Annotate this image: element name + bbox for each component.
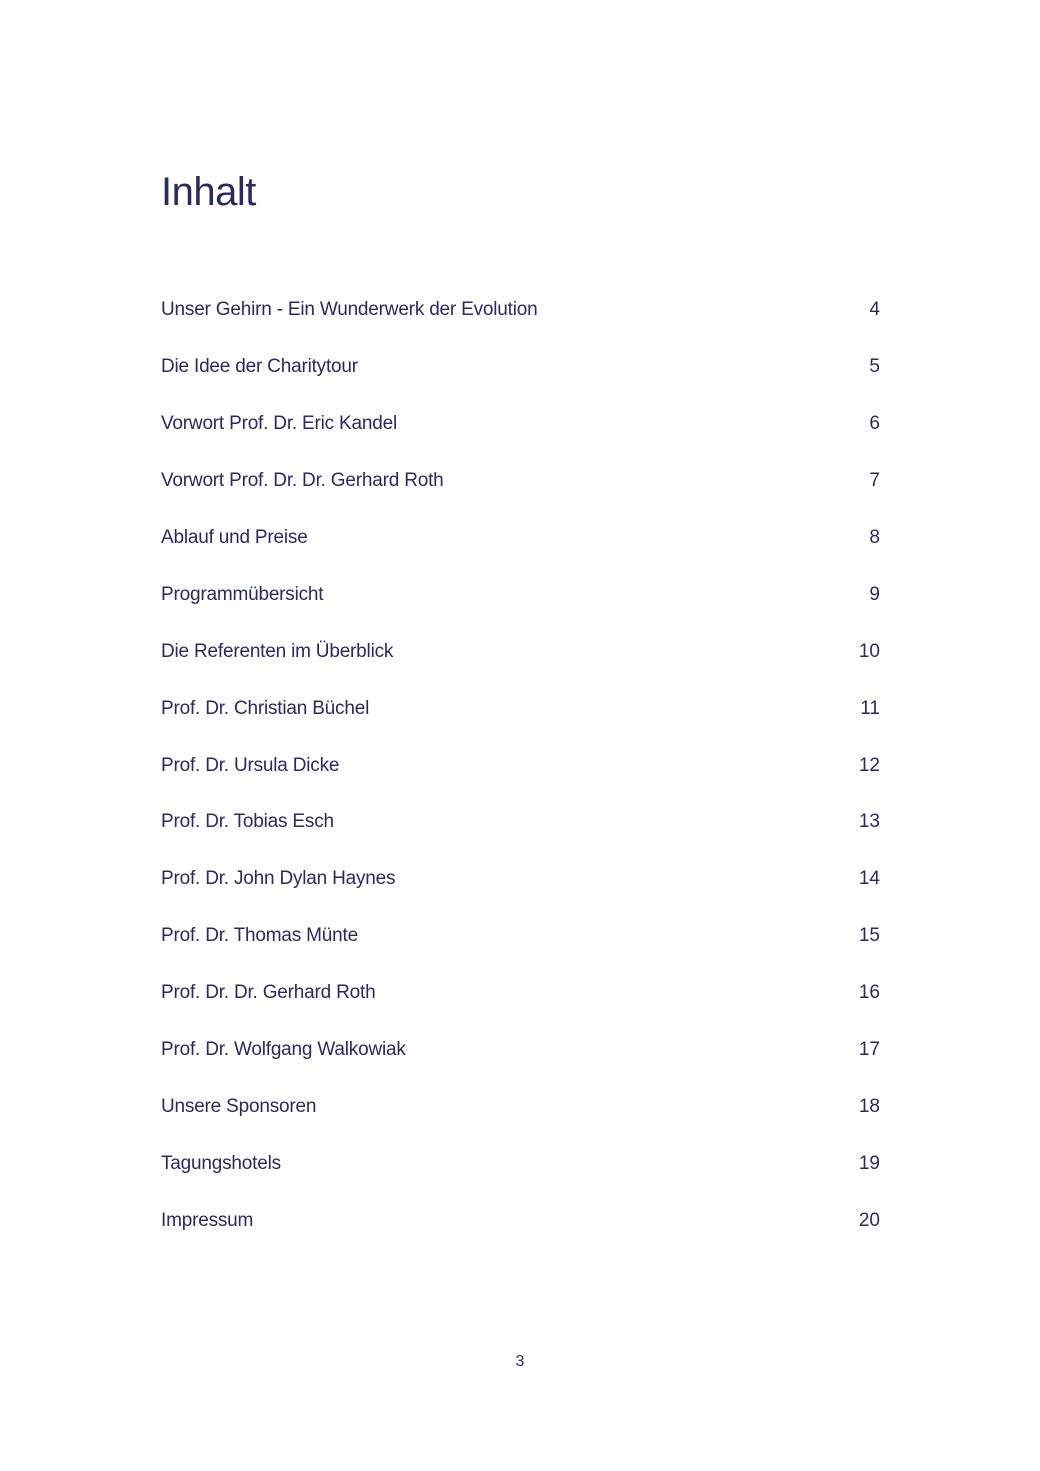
toc-entry[interactable] xyxy=(161,396,880,453)
toc-entry-label: Prof. Dr. Wolfgang Walkowiak xyxy=(161,1039,406,1061)
toc-entry-label: Prof. Dr. John Dylan Haynes xyxy=(161,868,396,890)
toc-entry-label: Die Idee der Charitytour xyxy=(161,356,358,378)
toc-entry-page: 14 xyxy=(858,868,880,890)
toc-entry[interactable] xyxy=(161,737,880,794)
toc-entry-page: 19 xyxy=(858,1152,880,1174)
toc-entry-label: Prof. Dr. Ursula Dicke xyxy=(161,754,340,776)
toc-entry-label: Prof. Dr. Dr. Gerhard Roth xyxy=(161,982,376,1004)
toc-entry[interactable] xyxy=(161,282,880,339)
toc-entry[interactable] xyxy=(161,623,880,680)
toc-entry[interactable] xyxy=(161,680,880,737)
toc-entry-label: Tagungshotels xyxy=(161,1152,281,1174)
toc-entry-page: 4 xyxy=(869,299,880,321)
toc-entry-label: Vorwort Prof. Dr. Eric Kandel xyxy=(161,413,398,435)
toc-entry-page: 5 xyxy=(869,356,880,378)
toc-entry[interactable] xyxy=(161,339,880,396)
toc-entry-label: Prof. Dr. Tobias Esch xyxy=(161,811,334,833)
toc-entry[interactable] xyxy=(161,908,880,965)
toc-entry-label: Die Referenten im Überblick xyxy=(161,640,394,662)
toc-entry-label: Unsere Sponsoren xyxy=(161,1095,317,1117)
toc-entry-label: Prof. Dr. Christian Büchel xyxy=(161,697,370,719)
toc-entry[interactable] xyxy=(161,851,880,908)
toc-entry-page: 12 xyxy=(858,754,880,776)
page-number: 3 xyxy=(515,1353,525,1370)
toc-entry-page: 20 xyxy=(858,1209,880,1231)
toc-entry-label: Impressum xyxy=(161,1209,254,1231)
toc-entry-page: 7 xyxy=(869,470,880,492)
toc-entry-label: Ablauf und Preise xyxy=(161,527,308,548)
toc-entry-page: 13 xyxy=(858,811,880,833)
page-title: Inhalt xyxy=(161,170,256,214)
toc-entry[interactable] xyxy=(161,1022,880,1079)
toc-entry[interactable] xyxy=(161,510,880,567)
toc-entry-label: Vorwort Prof. Dr. Dr. Gerhard Roth xyxy=(161,470,444,492)
toc-entry-page: 10 xyxy=(858,640,880,662)
toc-entry-page: 16 xyxy=(858,982,880,1004)
toc-entry-page: 15 xyxy=(858,925,880,947)
toc-entry[interactable] xyxy=(161,1192,880,1249)
toc-entry[interactable] xyxy=(161,1135,880,1192)
toc-entry-label: Programmübersicht xyxy=(161,583,324,605)
toc-entry-label: Prof. Dr. Thomas Münte xyxy=(161,925,358,947)
toc-entry-page: 17 xyxy=(858,1039,880,1061)
toc-entry-page: 6 xyxy=(869,413,880,435)
toc-entry[interactable] xyxy=(161,566,880,623)
toc-entry[interactable] xyxy=(161,794,880,851)
toc-entry-page: 18 xyxy=(858,1095,880,1117)
table-of-contents xyxy=(161,282,880,1249)
toc-entry[interactable] xyxy=(161,453,880,510)
toc-entry-page: 8 xyxy=(869,527,880,548)
toc-entry-label: Unser Gehirn - Ein Wunderwerk der Evolution xyxy=(161,299,538,321)
toc-entry[interactable] xyxy=(161,1078,880,1135)
toc-entry-page: 11 xyxy=(860,697,880,719)
toc-entry-page: 9 xyxy=(869,583,880,605)
toc-entry[interactable] xyxy=(161,965,880,1022)
